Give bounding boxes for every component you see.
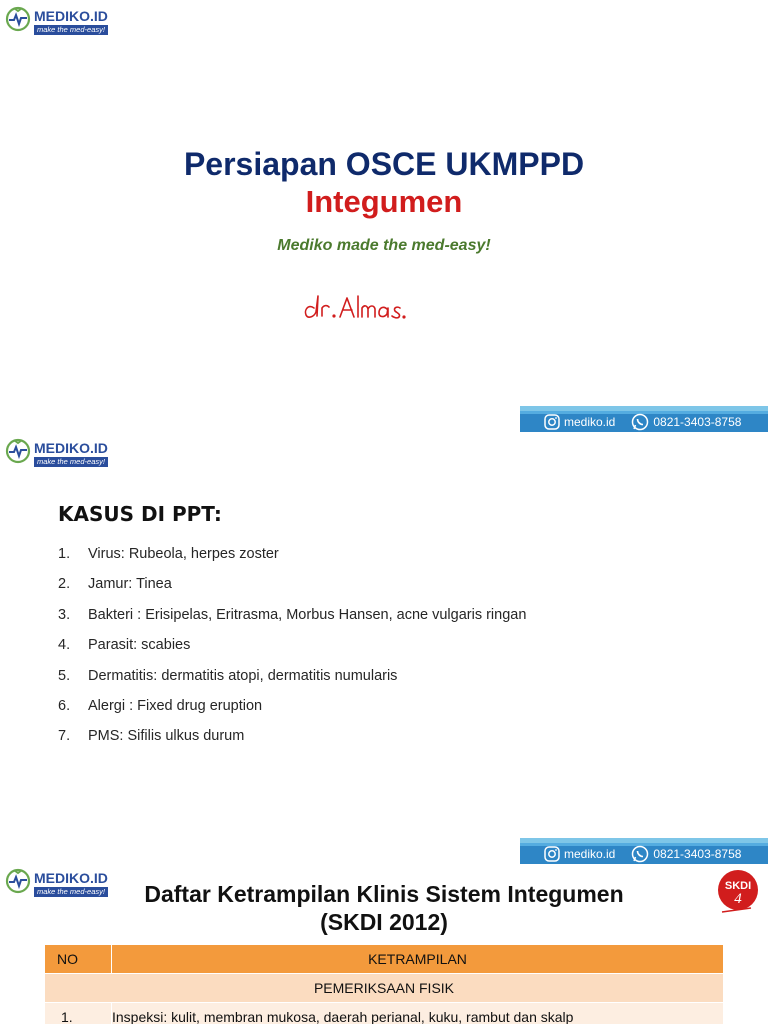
list-item-text: Parasit: scabies bbox=[88, 637, 191, 654]
slide-cases bbox=[0, 432, 768, 864]
list-item-number: 6. bbox=[58, 697, 71, 714]
table-section-row bbox=[45, 974, 724, 1003]
instagram-icon bbox=[544, 414, 560, 430]
instagram-handle: mediko.id bbox=[564, 415, 616, 429]
logo-name: MEDIKO.ID bbox=[34, 870, 108, 886]
list-item-number: 7. bbox=[58, 728, 71, 745]
list-item-number: 1. bbox=[58, 546, 71, 562]
skdi-badge bbox=[713, 868, 763, 918]
whatsapp-icon bbox=[631, 413, 649, 431]
table-row-number: 1. bbox=[45, 1003, 112, 1024]
whatsapp-icon bbox=[631, 845, 649, 863]
list-item-text: Virus: Rubeola, herpes zoster bbox=[88, 546, 279, 562]
slide-title-heading: Persiapan OSCE UKMPPD bbox=[183, 146, 585, 182]
logo-tagline: make the med-easy! bbox=[34, 457, 108, 467]
skills-title bbox=[0, 880, 768, 936]
slide-title bbox=[0, 0, 768, 432]
slide-skills bbox=[0, 864, 768, 1024]
table-section-label: PEMERIKSAAN FISIK bbox=[45, 974, 724, 1003]
list-item-number: 5. bbox=[58, 667, 71, 684]
skdi-badge-level: 4 bbox=[734, 891, 742, 907]
list-item-number: 2. bbox=[58, 576, 71, 593]
logo-tagline: make the med-easy! bbox=[34, 887, 108, 897]
table-row-text: Inspeksi: kulit, membran mukosa, daerah perianal, kuku, rambut dan skalp bbox=[112, 1003, 724, 1024]
list-item-text: PMS: Sifilis ulkus durum bbox=[88, 728, 245, 745]
slide-title-subject: Integumen bbox=[305, 184, 463, 219]
skdi-badge-label: SKDI bbox=[724, 880, 752, 892]
instagram-handle: mediko.id bbox=[564, 847, 616, 861]
list-item-text: Dermatitis: dermatitis atopi, dermatitis numularis bbox=[88, 667, 398, 684]
signature bbox=[300, 286, 440, 326]
skills-title-line2: (SKDI 2012) bbox=[320, 909, 448, 935]
table-row bbox=[45, 1003, 724, 1024]
mediko-logo bbox=[4, 436, 124, 470]
contact-bar bbox=[520, 838, 768, 864]
phone-number: 0821-3403-8758 bbox=[653, 847, 742, 861]
logo-tagline: make the med-easy! bbox=[34, 25, 108, 35]
table-header-row bbox=[45, 945, 724, 974]
logo-name: MEDIKO.ID bbox=[34, 440, 108, 456]
skills-table bbox=[44, 944, 724, 1024]
list-item-number: 4. bbox=[58, 637, 71, 654]
list-item-text: Jamur: Tinea bbox=[88, 576, 172, 593]
list-item-text: Bakteri : Erisipelas, Eritrasma, Morbus Hansen, acne vulgaris ringan bbox=[88, 606, 527, 623]
phone-number: 0821-3403-8758 bbox=[653, 415, 742, 429]
contact-bar bbox=[520, 406, 768, 432]
mediko-logo bbox=[4, 4, 124, 38]
logo-name: MEDIKO.ID bbox=[34, 8, 108, 24]
mediko-logo-icon bbox=[4, 4, 34, 34]
cases-heading: KASUS DI PPT: bbox=[58, 502, 222, 526]
list-item-number: 3. bbox=[58, 606, 71, 623]
skills-title-line1: Daftar Ketrampilan Klinis Sistem Integumen bbox=[144, 881, 624, 907]
list-item-text: Alergi : Fixed drug eruption bbox=[88, 697, 263, 714]
slide-title-tagline: Mediko made the med-easy! bbox=[277, 237, 491, 254]
table-header-no: NO bbox=[45, 945, 112, 974]
mediko-logo-icon bbox=[4, 436, 34, 466]
instagram-icon bbox=[544, 846, 560, 862]
table-header-skill: KETRAMPILAN bbox=[112, 945, 724, 974]
